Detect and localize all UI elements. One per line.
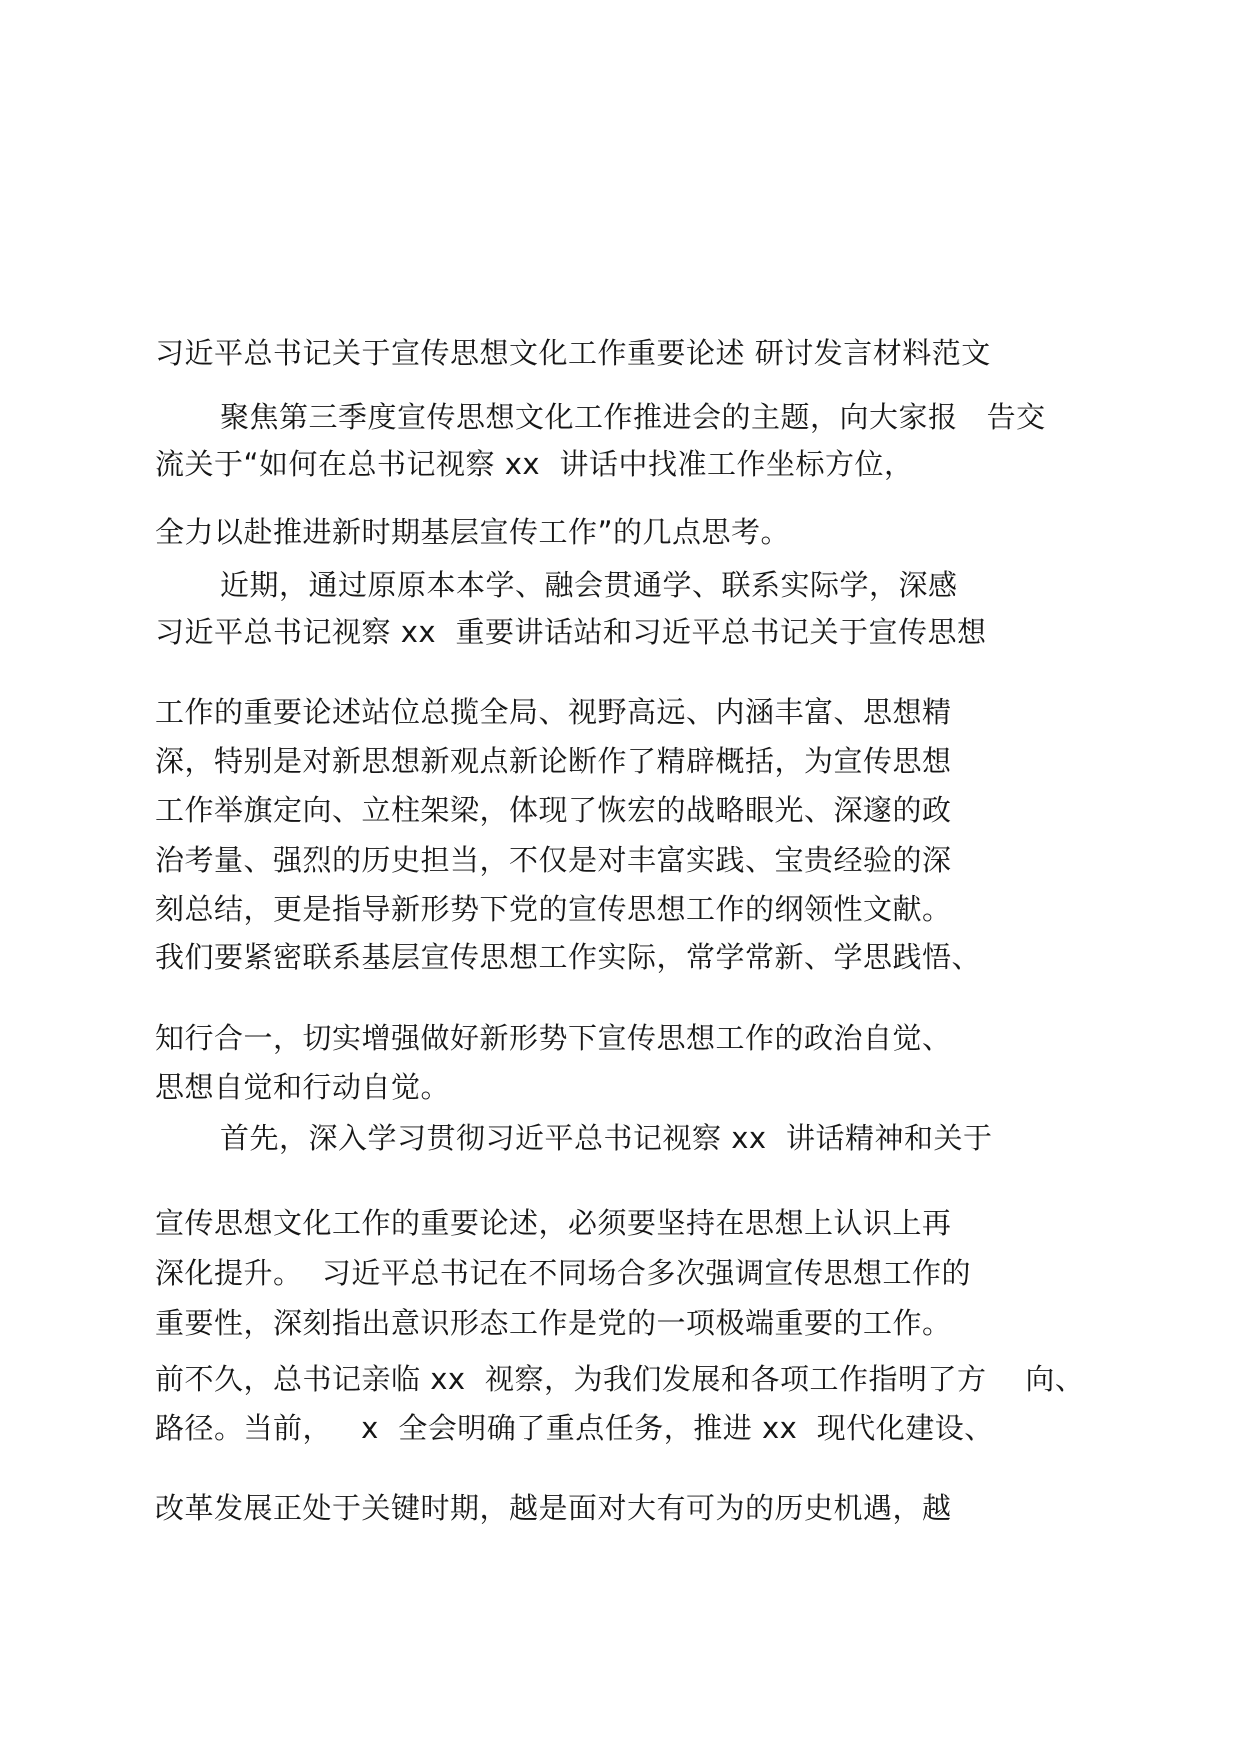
body-line: 刻总结，更是指导新形势下党的宣传思想工作的纲领性文献。 [155, 892, 952, 926]
body-line: 我们要紧密联系基层宣传思想工作实际，常学常新、学思践悟、 [155, 940, 982, 974]
body-line: 工作举旗定向、立柱架梁，体现了恢宏的战略眼光、深邃的政 [155, 793, 952, 827]
body-line: 思想自觉和行动自觉。 [155, 1070, 451, 1104]
body-line: 知行合一，切实增强做好新形势下宣传思想工作的政治自觉、 [155, 1021, 952, 1055]
body-line: 改革发展正处于关键时期，越是面对大有可为的历史机遇，越 [155, 1491, 952, 1525]
body-line: 首先，深入学习贯彻习近平总书记视察 xx 讲话精神和关于 [220, 1121, 993, 1155]
body-line: 聚焦第三季度宣传思想文化工作推进会的主题，向大家报 告交 [220, 400, 1046, 434]
body-line: 流关于“如何在总书记视察 xx 讲话中找准工作坐标方位， [155, 447, 914, 481]
body-line: 近期，通过原原本本学、融会贯通学、联系实际学，深感 [220, 568, 958, 602]
body-line: 习近平总书记视察 xx 重要讲话站和习近平总书记关于宣传思想 [155, 615, 987, 649]
body-line: 宣传思想文化工作的重要论述，必须要坚持在思想上认识上再 [155, 1206, 952, 1240]
body-line: 深，特别是对新思想新观点新论断作了精辟概括，为宣传思想 [155, 744, 952, 778]
body-line: 工作的重要论述站位总揽全局、视野高远、内涵丰富、思想精 [155, 695, 952, 729]
document-title: 习近平总书记关于宣传思想文化工作重要论述 研讨发言材料范文 [155, 336, 991, 370]
body-line: 重要性，深刻指出意识形态工作是党的一项极端重要的工作。 [155, 1306, 952, 1340]
body-line: 治考量、强烈的历史担当，不仅是对丰富实践、宝贵经验的深 [155, 843, 952, 877]
body-line: 深化提升。 习近平总书记在不同场合多次强调宣传思想工作的 [155, 1256, 971, 1290]
body-line: 全力以赴推进新时期基层宣传工作”的几点思考。 [155, 515, 791, 549]
body-line: 路径。当前， x 全会明确了重点任务，推进 xx 现代化建设、 [155, 1411, 994, 1445]
body-line: 前不久，总书记亲临 xx 视察，为我们发展和各项工作指明了方 向、 [155, 1362, 1085, 1396]
